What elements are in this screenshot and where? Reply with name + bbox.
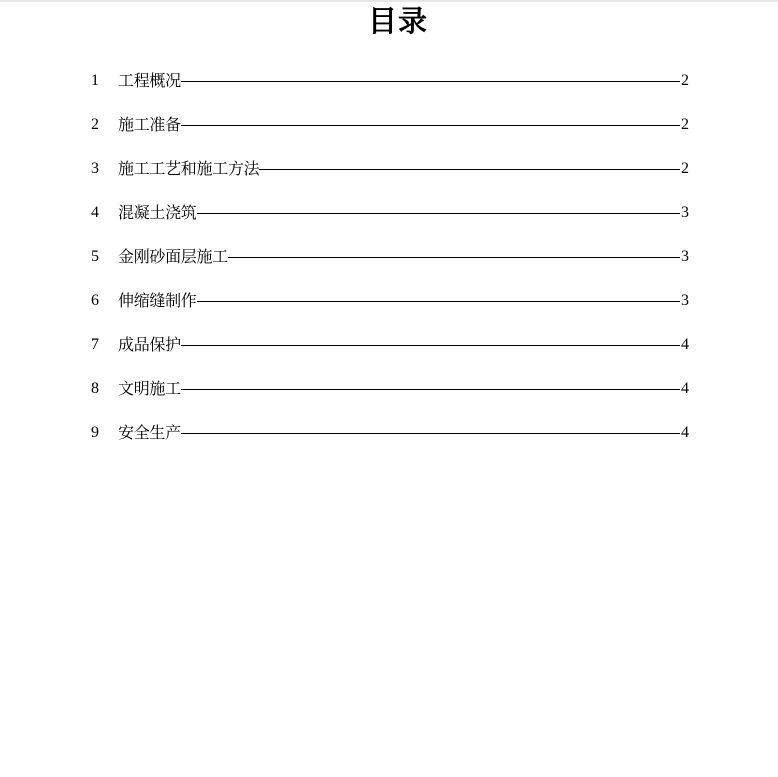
toc-entry-title: 施工工艺和施工方法: [118, 159, 260, 178]
toc-leader-line: [197, 301, 680, 302]
toc-leader-line: [181, 389, 680, 390]
toc-entry-title: 文明施工: [118, 379, 181, 398]
toc-entry-title: 工程概况: [118, 71, 181, 90]
toc-leader-line: [259, 169, 680, 170]
toc-entry-page: 4: [681, 380, 689, 397]
toc-entry-title: 施工准备: [118, 115, 181, 134]
toc-entry-number: 3: [91, 160, 99, 177]
table-of-contents: [91, 59, 689, 455]
toc-entry-number: 1: [91, 72, 99, 89]
toc-entry-page: 4: [681, 424, 689, 441]
toc-entry-title: 成品保护: [118, 335, 181, 354]
toc-entry[interactable]: [91, 59, 689, 103]
toc-entry[interactable]: [91, 411, 689, 455]
toc-entry-number: 2: [91, 116, 99, 133]
toc-entry-number: 6: [91, 292, 99, 309]
toc-entry-page: 2: [681, 116, 689, 133]
toc-entry[interactable]: [91, 147, 689, 191]
toc-leader-line: [181, 125, 680, 126]
toc-entry[interactable]: [91, 235, 689, 279]
toc-entry-number: 8: [91, 380, 99, 397]
toc-leader-line: [228, 257, 680, 258]
toc-leader-line: [181, 433, 680, 434]
toc-entry-number: 5: [91, 248, 99, 265]
toc-entry-page: 3: [681, 292, 689, 309]
toc-entry-number: 7: [91, 336, 99, 353]
toc-entry-page: 4: [681, 336, 689, 353]
toc-entry[interactable]: [91, 279, 689, 323]
toc-entry-number: 4: [91, 204, 99, 221]
toc-entry-page: 2: [681, 160, 689, 177]
toc-entry-title: 混凝土浇筑: [118, 203, 197, 222]
page-title: 目录: [367, 4, 428, 38]
toc-leader-line: [197, 213, 680, 214]
toc-entry-page: 3: [681, 248, 689, 265]
toc-entry[interactable]: [91, 367, 689, 411]
toc-entry[interactable]: [91, 103, 689, 147]
toc-leader-line: [181, 345, 680, 346]
toc-entry-title: 金刚砂面层施工: [118, 247, 228, 266]
toc-leader-line: [181, 81, 680, 82]
toc-entry-number: 9: [91, 424, 99, 441]
toc-entry-title: 伸缩缝制作: [118, 291, 197, 310]
page-top-rule: [0, 0, 778, 2]
toc-entry-title: 安全生产: [118, 423, 181, 442]
toc-entry[interactable]: [91, 191, 689, 235]
toc-entry-page: 3: [681, 204, 689, 221]
toc-entry-page: 2: [681, 72, 689, 89]
toc-entry[interactable]: [91, 323, 689, 367]
